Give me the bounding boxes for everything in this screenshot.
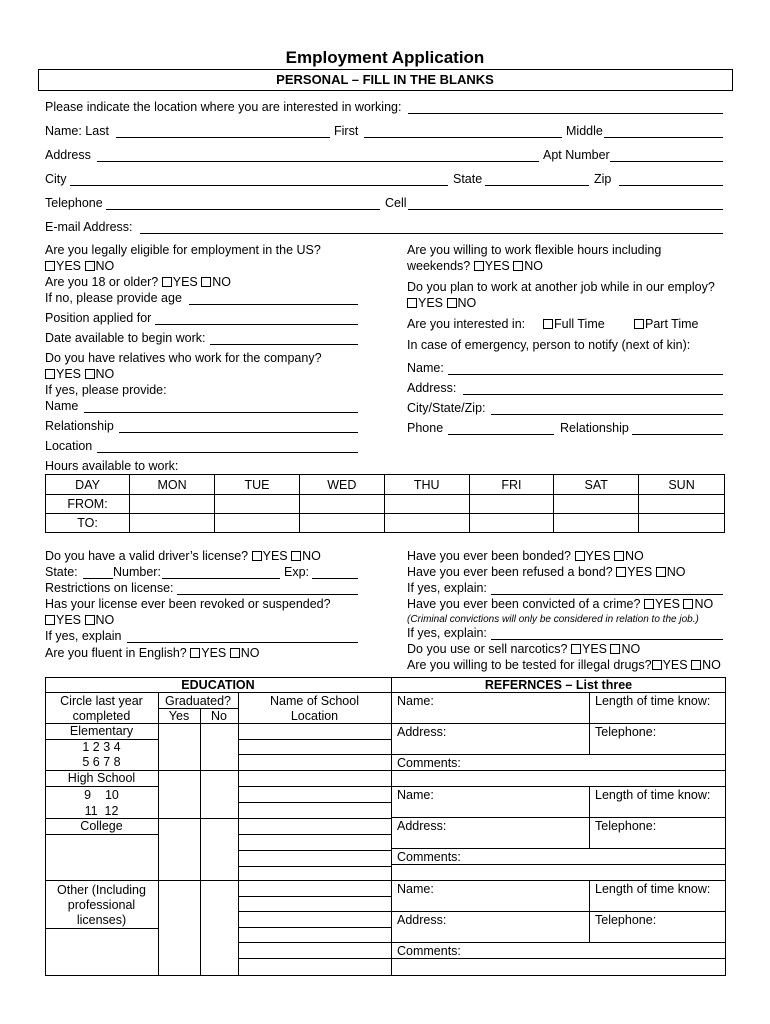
- eligible-options: [45, 259, 114, 274]
- references-title: REFERNCES – List three: [484, 678, 633, 692]
- edu-col-line-2: [200, 708, 201, 975]
- other-school-line-3[interactable]: [238, 927, 391, 928]
- eligible-yes-checkbox[interactable]: [45, 261, 55, 271]
- bonded-question: Have you ever been bonded?: [407, 549, 572, 563]
- elem-school-line-1[interactable]: [238, 739, 391, 740]
- fri-to-cell[interactable]: [469, 514, 554, 533]
- no-label: NO: [524, 259, 543, 273]
- if-yes-provide-label: If yes, please provide:: [45, 383, 167, 397]
- relative-relationship-label: Relationship: [45, 419, 114, 433]
- sat-from-cell[interactable]: [554, 495, 639, 514]
- refused-explain-field[interactable]: [491, 594, 723, 595]
- apt-field[interactable]: [610, 161, 723, 162]
- yes-label: YES: [627, 565, 653, 579]
- cell-field[interactable]: [408, 209, 723, 210]
- yes-label: YES: [172, 275, 198, 289]
- yes-label: YES: [484, 259, 510, 273]
- full-time-checkbox[interactable]: [543, 319, 553, 329]
- telephone-field[interactable]: [106, 209, 380, 210]
- no-label: NO: [702, 658, 721, 672]
- fri-header: FRI: [469, 475, 554, 495]
- sat-header: SAT: [554, 475, 639, 495]
- license-row: [45, 549, 321, 564]
- flex-question-cont: weekends?: [407, 259, 471, 273]
- age-no-checkbox[interactable]: [201, 277, 211, 287]
- drug-test-yes-checkbox[interactable]: [652, 660, 662, 670]
- other-job-options: [407, 296, 476, 311]
- ref2-line-3: [392, 864, 725, 865]
- date-begin-label: Date available to begin work:: [45, 331, 206, 345]
- crime-row: [407, 597, 713, 612]
- state-label: State: [453, 172, 483, 186]
- college-label: College: [80, 819, 123, 833]
- revoked-yes-checkbox[interactable]: [45, 615, 55, 625]
- high-school-line: [45, 786, 158, 787]
- relative-location-label: Location: [45, 439, 93, 453]
- wed-from-cell[interactable]: [299, 495, 384, 514]
- no-label: NO: [625, 549, 644, 563]
- narcotics-question: Do you use or sell narcotics?: [407, 642, 568, 656]
- emergency-label: In case of emergency, person to notify (next of kin):: [407, 338, 691, 352]
- eligible-question: Are you legally eligible for employment in the US?: [45, 243, 321, 257]
- elementary-label: Elementary: [69, 724, 134, 738]
- english-row: [45, 646, 260, 661]
- ref2-line-1: [392, 817, 725, 818]
- relatives-yes-checkbox[interactable]: [45, 369, 55, 379]
- college-school-line-3[interactable]: [238, 866, 391, 867]
- emergency-csz-field[interactable]: [491, 414, 723, 415]
- city-field[interactable]: [70, 185, 448, 186]
- refused-yes-checkbox[interactable]: [616, 567, 626, 577]
- education-title: EDUCATION: [181, 678, 255, 692]
- relative-relationship-field[interactable]: [119, 432, 358, 433]
- english-yes-checkbox[interactable]: [190, 648, 200, 658]
- bonded-yes-checkbox[interactable]: [575, 551, 585, 561]
- narcotics-yes-checkbox[interactable]: [571, 644, 581, 654]
- ref2-telephone-label: Telephone:: [595, 819, 657, 833]
- high-school-grades-1: 9 10: [84, 788, 119, 802]
- eligible-no-checkbox[interactable]: [85, 261, 95, 271]
- ref2-name-label: Name:: [397, 788, 434, 802]
- revoked-explain-label: If yes, explain: [45, 629, 122, 643]
- sun-header: SUN: [639, 475, 725, 495]
- name-first-label: First: [334, 124, 359, 138]
- no-label: NO: [212, 275, 231, 289]
- elementary-grades-1: 1 2 3 4: [82, 740, 121, 754]
- emergency-name-field[interactable]: [448, 374, 723, 375]
- full-time-option: [543, 317, 605, 332]
- tue-to-cell[interactable]: [215, 514, 300, 533]
- emergency-phone-label: Phone: [407, 421, 444, 435]
- revoked-question: Has your license ever been revoked or suspended?: [45, 597, 331, 611]
- other-label-3: licenses): [76, 913, 127, 927]
- email-label: E-mail Address:: [45, 220, 133, 234]
- zip-field[interactable]: [619, 185, 723, 186]
- elem-school-line-2[interactable]: [238, 754, 391, 755]
- age-yes-checkbox[interactable]: [162, 277, 172, 287]
- no-label: NO: [457, 296, 477, 310]
- yes-label: YES: [262, 549, 288, 563]
- tue-from-cell[interactable]: [215, 495, 300, 514]
- completed-label: completed: [72, 709, 131, 723]
- license-number-field[interactable]: [162, 578, 280, 579]
- high-school-label: High School: [67, 771, 136, 785]
- crime-no-checkbox[interactable]: [683, 599, 693, 609]
- full-time-label: Full Time: [554, 317, 605, 331]
- relatives-no-checkbox[interactable]: [85, 369, 95, 379]
- yes-label: YES: [201, 646, 227, 660]
- ref3-line-2: [392, 942, 725, 943]
- mon-header: MON: [130, 475, 215, 495]
- age-row: [45, 275, 231, 290]
- part-time-label: Part Time: [645, 317, 699, 331]
- refused-row: [407, 565, 685, 580]
- location-field[interactable]: [408, 113, 723, 114]
- wed-to-cell[interactable]: [299, 514, 384, 533]
- sun-to-cell[interactable]: [639, 514, 725, 533]
- college-school-line-1[interactable]: [238, 834, 391, 835]
- yes-label: YES: [662, 658, 688, 672]
- ref1-bottom: [392, 786, 725, 787]
- revoked-options: [45, 613, 114, 628]
- crime-yes-checkbox[interactable]: [644, 599, 654, 609]
- city-label: City: [45, 172, 67, 186]
- yes-col-label: Yes: [168, 709, 190, 723]
- drug-test-no-checkbox[interactable]: [691, 660, 701, 670]
- narcotics-row: [407, 642, 640, 657]
- yes-label: YES: [56, 259, 82, 273]
- yes-label: YES: [585, 549, 611, 563]
- emergency-relationship-field[interactable]: [632, 434, 723, 435]
- no-label: NO: [666, 565, 686, 579]
- license-exp-field[interactable]: [312, 578, 358, 579]
- telephone-label: Telephone: [45, 196, 103, 210]
- ref1-line-1: [392, 723, 725, 724]
- emergency-address-field[interactable]: [463, 394, 723, 395]
- thu-header: THU: [384, 475, 469, 495]
- address-field[interactable]: [97, 161, 539, 162]
- other-label-1: Other (Including: [57, 883, 146, 897]
- english-question: Are you fluent in English?: [45, 646, 187, 660]
- refused-question: Have you ever been refused a bond?: [407, 565, 613, 579]
- school-location-label: Location: [290, 709, 339, 723]
- yes-label: YES: [581, 642, 607, 656]
- name-middle-field[interactable]: [604, 137, 723, 138]
- ref3-name-label: Name:: [397, 882, 434, 896]
- relatives-question: Do you have relatives who work for the company?: [45, 351, 322, 365]
- restrictions-field[interactable]: [177, 594, 358, 595]
- age-field[interactable]: [189, 304, 358, 305]
- emergency-address-label: Address:: [407, 381, 457, 395]
- restrictions-label: Restrictions on license:: [45, 581, 174, 595]
- no-label: NO: [95, 367, 115, 381]
- mon-to-cell[interactable]: [130, 514, 215, 533]
- wed-header: WED: [299, 475, 384, 495]
- ref3-comments-label: Comments:: [397, 944, 461, 958]
- interested-label: Are you interested in:: [407, 317, 526, 331]
- from-label: FROM:: [46, 495, 130, 514]
- cell-label: Cell: [385, 196, 407, 210]
- no-label: NO: [621, 642, 641, 656]
- name-last-label: Name: Last: [45, 124, 109, 138]
- day-header: DAY: [46, 475, 130, 495]
- emergency-csz-label: City/State/Zip:: [407, 401, 486, 415]
- refused-no-checkbox[interactable]: [656, 567, 666, 577]
- section-title: PERSONAL – FILL IN THE BLANKS: [276, 72, 494, 87]
- sat-to-cell[interactable]: [554, 514, 639, 533]
- position-field[interactable]: [155, 324, 358, 325]
- apt-label: Apt Number: [543, 148, 610, 162]
- other-job-question: Do you plan to work at another job while in our employ?: [407, 280, 715, 294]
- yes-label: YES: [418, 296, 444, 310]
- bonded-no-checkbox[interactable]: [614, 551, 624, 561]
- part-time-option: [634, 317, 699, 332]
- thu-from-cell[interactable]: [384, 495, 469, 514]
- age-question: Are you 18 or older?: [45, 275, 159, 289]
- ref1-name-label: Name:: [397, 694, 434, 708]
- date-begin-field[interactable]: [210, 344, 358, 345]
- grid-divider: [391, 677, 392, 975]
- email-field[interactable]: [140, 233, 723, 234]
- hours-label: Hours available to work:: [45, 459, 179, 473]
- ref1-telephone-label: Telephone:: [595, 725, 657, 739]
- name-first-field[interactable]: [364, 137, 562, 138]
- ref3-line-3: [392, 958, 725, 959]
- refused-explain-label: If yes, explain:: [407, 581, 487, 595]
- license-state-field[interactable]: [83, 578, 113, 579]
- name-middle-label: Middle: [566, 124, 603, 138]
- no-col-label: No: [211, 709, 227, 723]
- license-exp-label: Exp:: [284, 565, 310, 579]
- hours-table: [45, 474, 725, 533]
- relatives-options: [45, 367, 114, 382]
- emergency-phone-field[interactable]: [448, 434, 554, 435]
- ref2-length-label: Length of time know:: [595, 788, 711, 802]
- license-number-label: Number:: [113, 565, 161, 579]
- graduated-label: Graduated?: [164, 694, 232, 708]
- fri-from-cell[interactable]: [469, 495, 554, 514]
- other-job-no-checkbox[interactable]: [447, 298, 457, 308]
- flex-question: Are you willing to work flexible hours including: [407, 243, 662, 257]
- crime-note: (Criminal convictions will only be considered in relation to the job.): [407, 614, 699, 625]
- hs-school-line-2[interactable]: [238, 802, 391, 803]
- yes-label: YES: [56, 367, 82, 381]
- no-label: NO: [95, 613, 115, 627]
- ref1-line-2: [392, 754, 725, 755]
- ref1-line-3: [392, 770, 725, 771]
- page-title: Employment Application: [285, 48, 485, 67]
- license-state-label: State:: [45, 565, 78, 579]
- high-school-grades-2: 11 12: [84, 804, 119, 818]
- other-label-2: professional: [67, 898, 136, 912]
- other-line: [45, 928, 158, 929]
- position-label: Position applied for: [45, 311, 152, 325]
- location-label: Please indicate the location where you are interested in working:: [45, 100, 402, 114]
- name-last-field[interactable]: [116, 137, 330, 138]
- mon-from-cell[interactable]: [130, 495, 215, 514]
- college-bottom: [45, 880, 391, 881]
- relative-location-field[interactable]: [97, 452, 358, 453]
- thu-to-cell[interactable]: [384, 514, 469, 533]
- yes-label: YES: [56, 613, 82, 627]
- drug-test-row: [407, 658, 721, 673]
- college-school-line-2[interactable]: [238, 850, 391, 851]
- crime-question: Have you ever been convicted of a crime?: [407, 597, 641, 611]
- flex-yes-checkbox[interactable]: [474, 261, 484, 271]
- tue-header: TUE: [215, 475, 300, 495]
- ref1-comments-label: Comments:: [397, 756, 461, 770]
- relative-name-label: Name: [45, 399, 79, 413]
- other-school-line-5[interactable]: [238, 958, 391, 959]
- emergency-relationship-label: Relationship: [560, 421, 629, 435]
- flex-row: [407, 259, 543, 274]
- other-school-line-2[interactable]: [238, 911, 391, 912]
- crime-explain-field[interactable]: [491, 639, 723, 640]
- state-field[interactable]: [485, 185, 589, 186]
- college-line: [45, 834, 158, 835]
- hs-school-line-1[interactable]: [238, 786, 391, 787]
- no-label: NO: [240, 646, 260, 660]
- crime-explain-label: If yes, explain:: [407, 626, 487, 640]
- no-label: NO: [95, 259, 115, 273]
- no-label: NO: [302, 549, 321, 563]
- flex-no-checkbox[interactable]: [513, 261, 523, 271]
- license-no-checkbox[interactable]: [291, 551, 301, 561]
- license-yes-checkbox[interactable]: [252, 551, 262, 561]
- other-job-yes-checkbox[interactable]: [407, 298, 417, 308]
- part-time-checkbox[interactable]: [634, 319, 644, 329]
- ref2-bottom: [392, 880, 725, 881]
- ref1-length-label: Length of time know:: [595, 694, 711, 708]
- yes-label: YES: [654, 597, 680, 611]
- bonded-row: [407, 549, 644, 564]
- school-label: Name of School: [270, 694, 359, 708]
- english-no-checkbox[interactable]: [230, 648, 240, 658]
- sun-from-cell[interactable]: [639, 495, 725, 514]
- to-label: TO:: [46, 514, 130, 533]
- drug-test-question: Are you willing to be tested for illegal drugs?: [407, 658, 652, 672]
- ref3-telephone-label: Telephone:: [595, 913, 657, 927]
- other-school-line-1[interactable]: [238, 896, 391, 897]
- ref2-line-2: [392, 848, 725, 849]
- emergency-name-label: Name:: [407, 361, 444, 375]
- edu-col-line-1: [158, 692, 159, 975]
- license-question: Do you have a valid driver’s license?: [45, 549, 249, 563]
- address-label: Address: [45, 148, 91, 162]
- revoked-no-checkbox[interactable]: [85, 615, 95, 625]
- circle-label: Circle last year: [60, 694, 143, 708]
- other-school-line-4[interactable]: [238, 942, 391, 943]
- zip-label: Zip: [594, 172, 612, 186]
- ref2-comments-label: Comments:: [397, 850, 461, 864]
- ref1-address-label: Address:: [397, 725, 447, 739]
- no-label: NO: [694, 597, 714, 611]
- revoked-explain-field[interactable]: [127, 642, 358, 643]
- ref3-address-label: Address:: [397, 913, 447, 927]
- elementary-grades-2: 5 6 7 8: [82, 755, 121, 769]
- narcotics-no-checkbox[interactable]: [610, 644, 620, 654]
- age-provide-label: If no, please provide age: [45, 291, 182, 305]
- relative-name-field[interactable]: [84, 412, 358, 413]
- ref3-length-label: Length of time know:: [595, 882, 711, 896]
- ref2-address-label: Address:: [397, 819, 447, 833]
- ref3-line-1: [392, 911, 725, 912]
